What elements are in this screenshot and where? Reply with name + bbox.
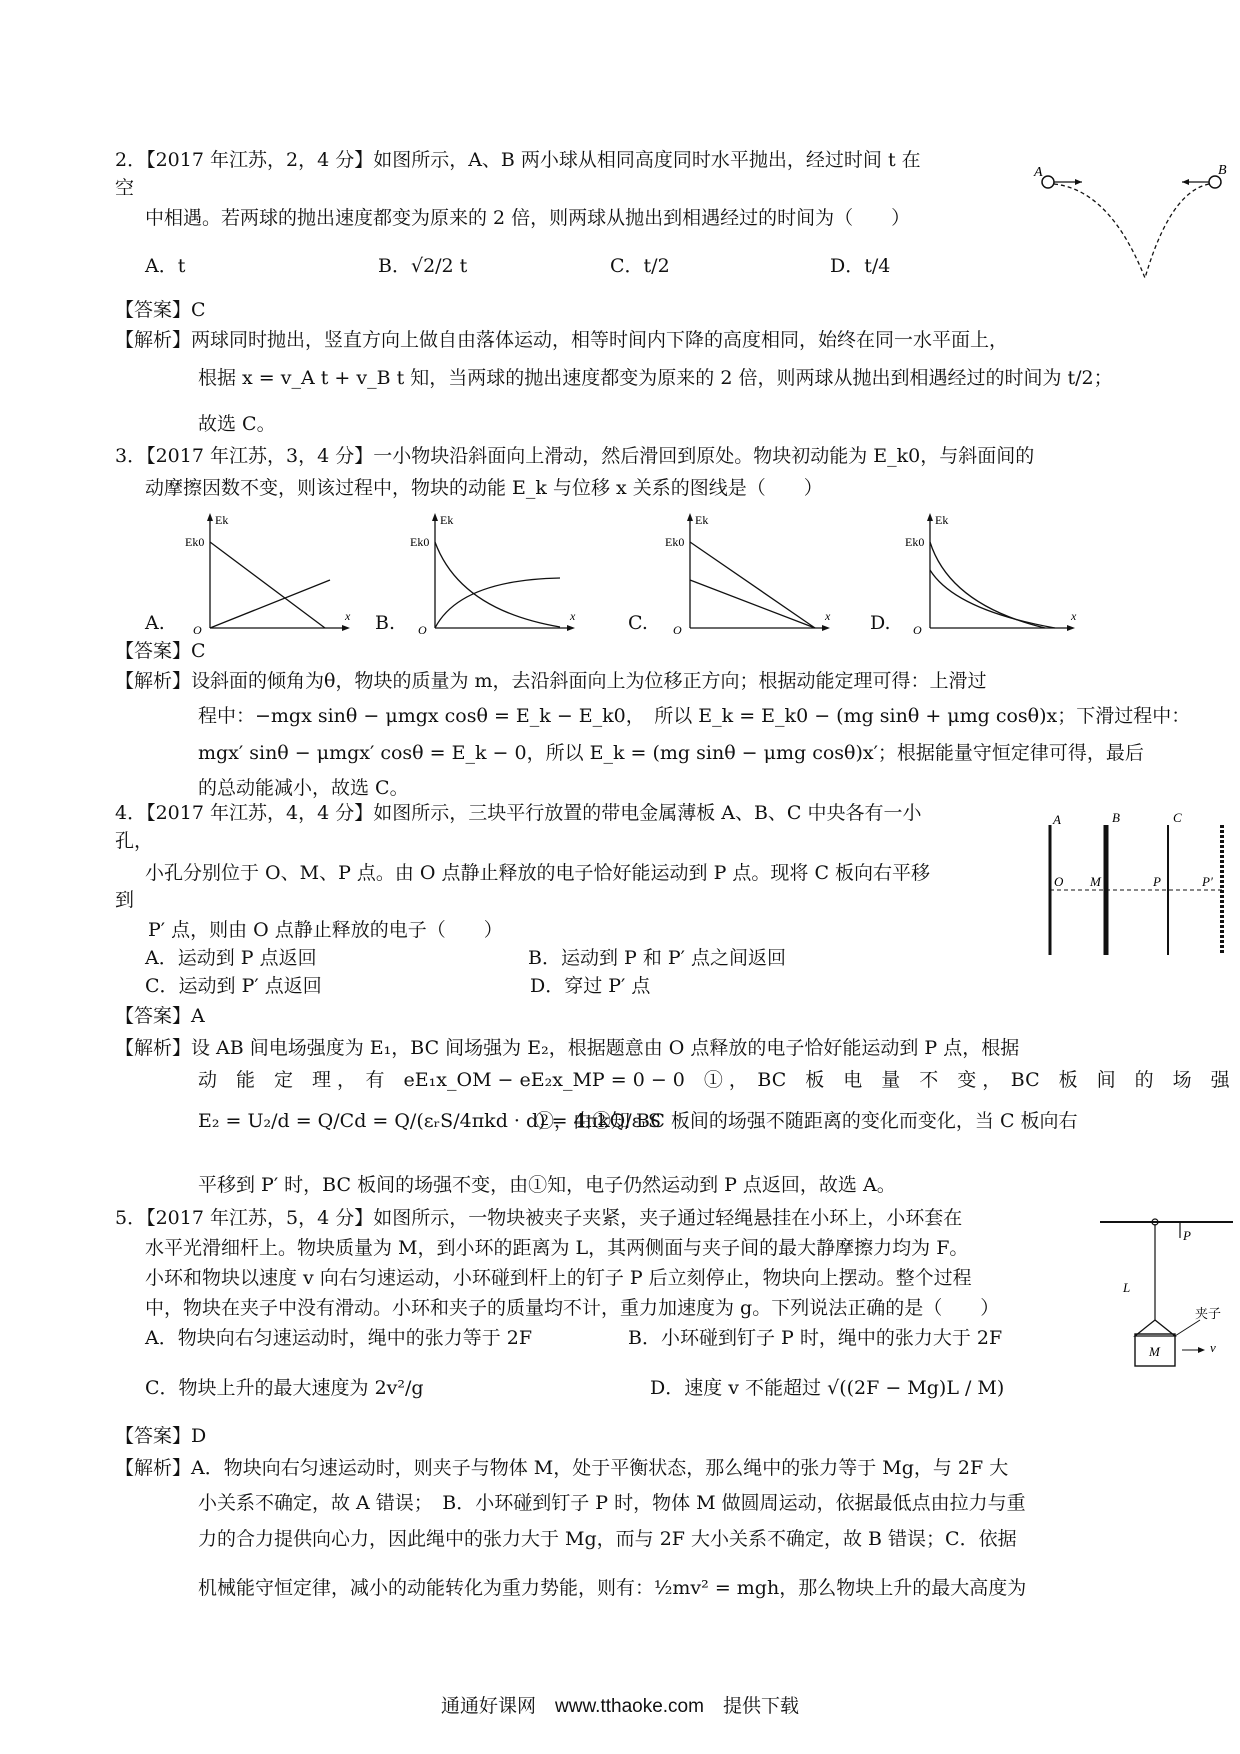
q3-graph-c-label: C. [628,612,648,634]
q4-answer: 【答案】A [115,1005,205,1027]
q2-line1: 2．【2017 年江苏，2，4 分】如图所示，A、B 两小球从相同高度同时水平抛出，经过时间 t 在 [115,149,921,171]
q3-a-axis-x: x [345,609,351,623]
q5-pendulum-figure [1095,1210,1235,1390]
q4-explanation-1: 【解析】设 AB 间电场强度为 E₁，BC 间场强为 E₂，根据题意由 O 点释放的电子恰好能运动到 P 点，根据 [115,1037,1020,1059]
q3-c-origin: O [673,623,682,635]
q3-answer: 【答案】C [115,640,206,662]
q5-line2: 水平光滑细杆上。物块质量为 M，到小环的距离为 L，其两侧面与夹子间的最大静摩擦力均为 F。 [145,1237,969,1259]
q5-answer: 【答案】D [115,1425,207,1447]
q5-line4: 中，物块在夹子中没有滑动。小环和夹子的质量均不计，重力加速度为 g。下列说法正确的是（ ） [145,1297,1000,1319]
q5-option-b: B．小环碰到钉子 P 时，绳中的张力大于 2F [628,1327,1003,1349]
q3-b-axis-y0: Ek0 [410,535,430,549]
q5-label-v: v [1210,1340,1216,1355]
q3-graph-d [905,510,1085,635]
q5-explanation-1: 【解析】A．物块向右匀速运动时，则夹子与物体 M，处于平衡状态，那么绳中的张力等于 Mg，与 2F 大 [115,1457,1009,1479]
q3-b-origin: O [418,623,427,635]
q2-explanation-3: 故选 C。 [198,413,276,435]
q3-c-axis-y: Ek [695,513,709,527]
q3-d-axis-x: x [1071,609,1077,623]
q4-option-a: A．运动到 P 点返回 [145,947,317,969]
q3-graph-d-label: D. [870,612,891,634]
q2-option-a: A．t [145,255,186,277]
q4-option-b: B．运动到 P 和 P′ 点之间返回 [528,947,787,969]
q2-label-b: B [1218,163,1227,178]
q5-label-clip: 夹子 [1195,1306,1222,1321]
q4-label-m: M [1090,874,1101,889]
q5-explanation-3: 力的合力提供向心力，因此绳中的张力大于 Mg，而与 2F 大小关系不确定，故 B 错误；C．依据 [198,1528,1017,1550]
q4-explanation-3b: ②，由②知 BC 板间的场强不随距离的变化而变化，当 C 板向右 [535,1110,1078,1132]
q4-line2: 小孔分别位于 O、M、P 点。由 O 点静止释放的电子恰好能运动到 P 点。现将 C 板向右平移 [145,862,931,884]
q4-line1b: 孔， [115,830,154,852]
q2-option-b: B．√2/2 t [378,255,468,277]
q4-label-a: A [1053,812,1061,827]
q3-graph-c [665,510,840,635]
q5-option-d: D．速度 v 不能超过 √((2F − Mg)L / M) [650,1377,1005,1399]
q3-c-axis-y0: Ek0 [665,535,685,549]
q3-graph-b [410,510,585,635]
q2-label-a: A [1034,165,1043,180]
q5-option-c: C．物块上升的最大速度为 2v²/g [145,1377,424,1399]
q5-explanation-4: 机械能守恒定律，减小的动能转化为重力势能，则有：½mv² = mgh，那么物块上升的最大高度为 [198,1577,1027,1599]
q2-explanation-1: 【解析】两球同时抛出，竖直方向上做自由落体运动，相等时间内下降的高度相同，始终在同一水平面上， [115,329,1009,351]
q3-graph-b-label: B. [375,612,396,634]
q4-label-p: P [1153,874,1161,889]
q2-projectile-figure [1030,160,1230,285]
q4-plates-figure [1040,810,1230,960]
q4-label-p-prime: P′ [1202,874,1213,889]
q3-explanation-4: 的总动能减小，故选 C。 [198,777,409,799]
q3-b-axis-x: x [570,609,576,623]
q4-explanation-4: 平移到 P′ 时，BC 板间的场强不变，由①知，电子仍然运动到 P 点返回，故选 A。 [198,1174,896,1196]
q3-graph-a [185,510,360,635]
q5-line1: 5．【2017 年江苏，5，4 分】如图所示，一物块被夹子夹紧，夹子通过轻绳悬挂在小环上，小环套在 [115,1207,963,1229]
q4-line1: 4．【2017 年江苏，4，4 分】如图所示，三块平行放置的带电金属薄板 A、B、C 中央各有一小 [115,802,922,824]
q3-c-axis-x: x [825,609,831,623]
q2-line1b: 空 [115,177,135,199]
q3-explanation-2: 程中：−mgx sinθ − μmgx cosθ = E_k − E_k0， 所以 E_k = E_k0 − (mg sinθ + μmg cosθ)x；下滑过程中： [198,705,1191,727]
q5-label-l: L [1123,1280,1131,1295]
q5-label-p: P [1183,1228,1191,1243]
q2-answer: 【答案】C [115,299,206,321]
q2-option-c: C．t/2 [610,255,670,277]
page-footer: 通通好课网 www.tthaoke.com 提供下载 [441,1696,799,1717]
q4-line3: P′ 点，则由 O 点静止释放的电子（ ） [148,919,503,941]
q3-a-axis-y: Ek [215,513,229,527]
q5-option-a: A．物块向右匀速运动时，绳中的张力等于 2F [145,1327,533,1349]
q3-line1: 3．【2017 年江苏，3，4 分】一小物块沿斜面向上滑动，然后滑回到原处。物块初动能为 E_k0，与斜面间的 [115,445,1035,467]
q5-explanation-2: 小关系不确定，故 A 错误； B．小环碰到钉子 P 时，物体 M 做圆周运动，依据最低点由拉力与重 [198,1492,1026,1514]
q4-label-c: C [1173,810,1182,825]
q2-line2: 中相遇。若两球的抛出速度都变为原来的 2 倍，则两球从抛出到相遇经过的时间为（ ） [145,207,911,229]
q4-option-d: D．穿过 P′ 点 [530,975,651,997]
q4-label-b: B [1112,810,1120,825]
q2-option-d: D．t/4 [830,255,891,277]
q5-label-m: M [1149,1344,1160,1359]
q3-d-origin: O [913,623,922,635]
q3-explanation-3: mgx′ sinθ − μmgx′ cosθ = E_k − 0，所以 E_k = (mg sinθ − μmg cosθ)x′；根据能量守恒定律可得，最后 [198,742,1144,764]
q4-explanation-2: 动 能 定 理 ， 有 eE₁x_OM − eE₂x_MP = 0 − 0 ① ， BC 板 电 量 不 变 ， BC 板 间 的 场 强 [198,1069,1230,1091]
q3-line2: 动摩擦因数不变，则该过程中，物块的动能 E_k 与位移 x 关系的图线是（ ） [145,477,823,499]
q4-option-c: C．运动到 P′ 点返回 [145,975,322,997]
q4-label-o: O [1054,874,1064,889]
q2-explanation-2: 根据 x = v_A t + v_B t 知，当两球的抛出速度都变为原来的 2 倍，则两球从抛出到相遇经过的时间为 t/2； [198,367,1113,389]
q3-d-axis-y: Ek [935,513,949,527]
q3-a-origin: O [193,623,202,635]
q3-b-axis-y: Ek [440,513,454,527]
q3-d-axis-y0: Ek0 [905,535,925,549]
q3-explanation-1: 【解析】设斜面的倾角为θ，物块的质量为 m，去沿斜面向上为位移正方向；根据动能定理可得：上滑过 [115,670,987,692]
q3-graph-a-label: A. [145,612,165,634]
q4-explanation-3a: E₂ = U₂/d = Q/Cd = Q/(εᵣS/4πkd · d) = 4πkQ/εᵣS [198,1110,662,1132]
q3-a-axis-y0: Ek0 [185,535,205,549]
q5-line3: 小环和物块以速度 v 向右匀速运动，小环碰到杆上的钉子 P 后立刻停止，物块向上摆动。整个过程 [145,1267,972,1289]
q4-line2b: 到 [115,889,135,911]
